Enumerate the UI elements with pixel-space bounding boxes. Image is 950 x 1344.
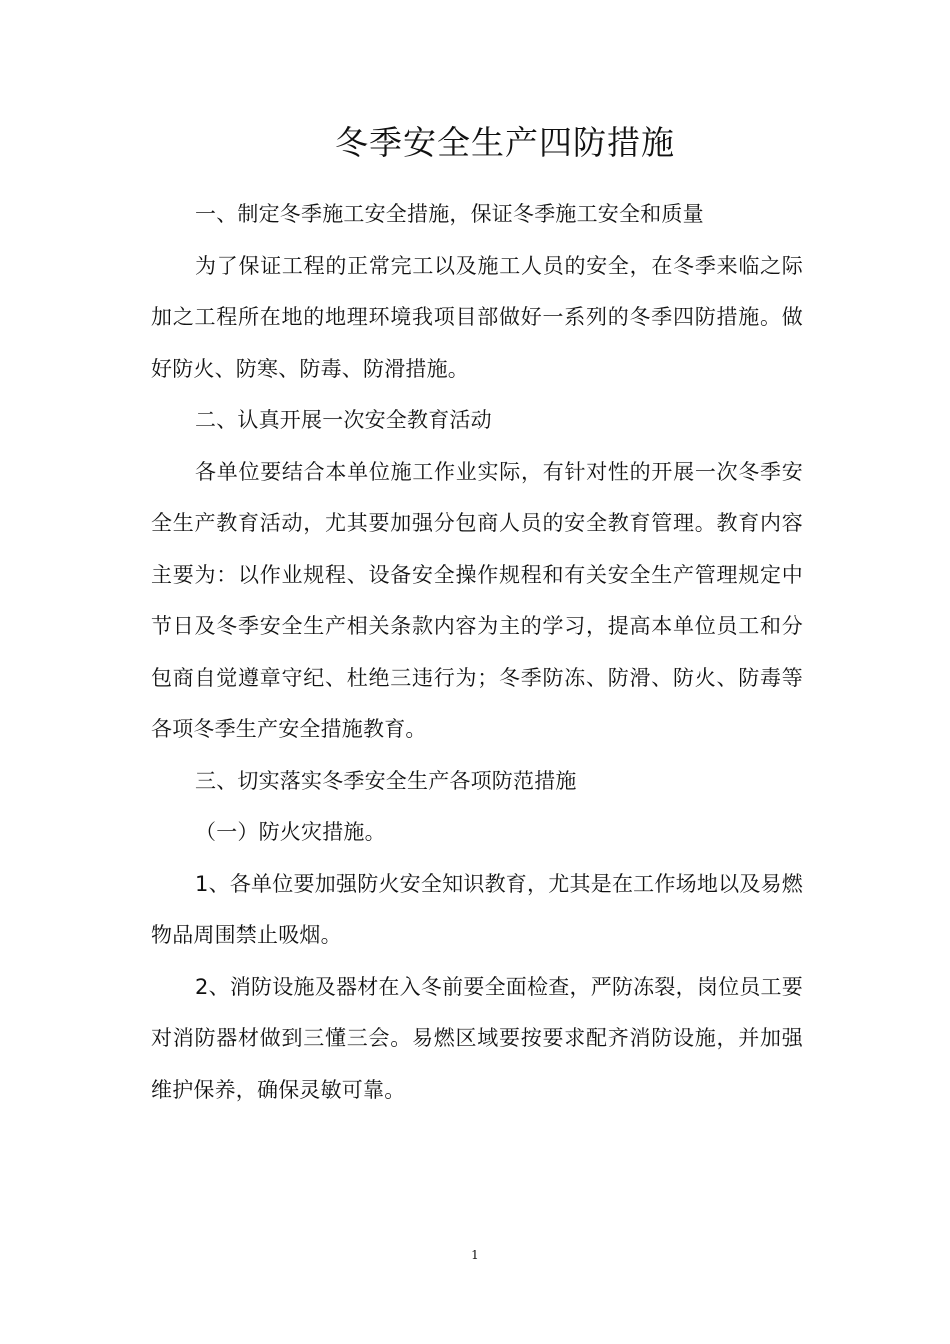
paragraph-education: 各单位要结合本单位施工作业实际，有针对性的开展一次冬季安全生产教育活动，尤其要加强分包商人员的安全教育管理。教育内容主要为：以作业规程、设备安全操作规程和有关安全生产管理规定中节日及冬季安全生产相关条款内容为主的学习，提高本单位员工和分包商自觉遵章守纪、杜绝三违行为；冬季防冻、防滑、防火、防毒等各项冬季生产安全措施教育。 bbox=[151, 459, 803, 741]
section-heading-1: 一、制定冬季施工安全措施，保证冬季施工安全和质量 bbox=[195, 202, 704, 226]
page-number: 1 bbox=[471, 1248, 479, 1262]
paragraph-intro: 为了保证工程的正常完工以及施工人员的安全，在冬季来临之际加之工程所在地的地理环境我项目部做好一系列的冬季四防措施。做好防火、防寒、防毒、防滑措施。 bbox=[151, 253, 803, 381]
list-item-2: 2、消防设施及器材在入冬前要全面检查，严防冻裂，岗位员工要对消防器材做到三懂三会。易燃区域要按要求配齐消防设施，并加强维护保养，确保灵敏可靠。 bbox=[151, 974, 803, 1102]
list-item-1: 1、各单位要加强防火安全知识教育，尤其是在工作场地以及易燃物品周围禁止吸烟。 bbox=[151, 871, 803, 947]
document-title: 冬季安全生产四防措施 bbox=[335, 123, 675, 162]
subsection-heading-fire: （一）防火灾措施。 bbox=[195, 820, 386, 844]
section-heading-2: 二、认真开展一次安全教育活动 bbox=[195, 408, 492, 432]
section-heading-3: 三、切实落实冬季安全生产各项防范措施 bbox=[195, 768, 577, 793]
document-body bbox=[151, 189, 803, 1116]
